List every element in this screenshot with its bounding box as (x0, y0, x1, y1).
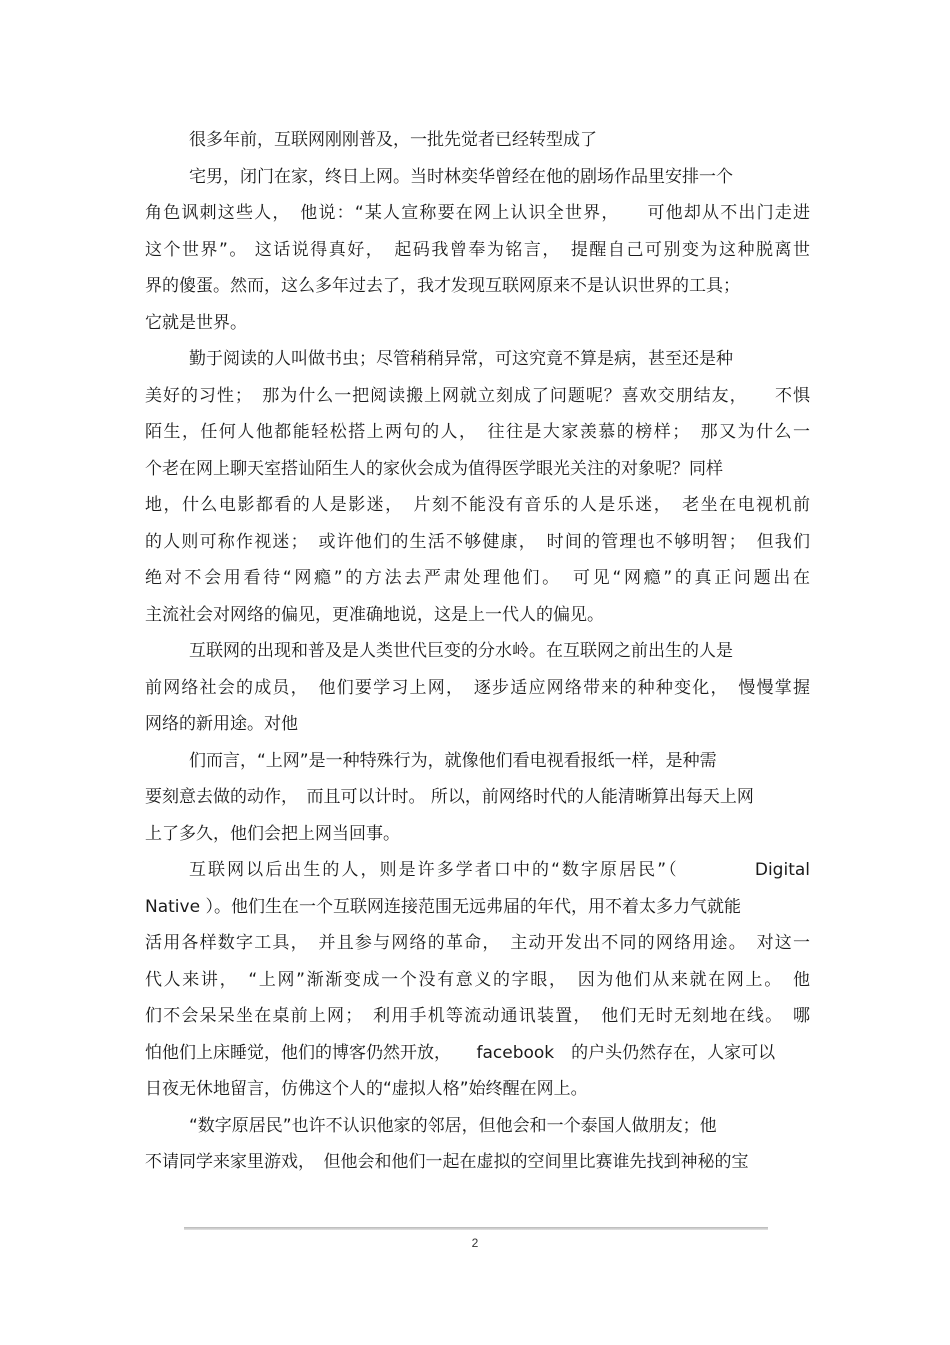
text-line: 们而言，“上网”是一种特殊行为，就像他们看电视看报纸一样，是种需 (189, 750, 717, 771)
text-line: 地，什么电影都看的人是影迷， 片刻不能没有音乐的人是乐迷， 老坐在电视机前 (145, 495, 810, 515)
body-text (145, 122, 810, 1181)
text-line: 宅男，闭门在家，终日上网。当时林奕华曾经在他的剧场作品里安排一个 (189, 166, 733, 187)
text-line: 美好的习性； 那为什么一把阅读搬上网就立刻成了问题呢？喜欢交朋结友， 不惧 (145, 385, 810, 406)
footer-divider (184, 1227, 768, 1230)
text-line: 的人则可称作视迷； 或许他们的生活不够健康， 时间的管理也不够明智； 但我们 (145, 531, 810, 552)
text-line: 它就是世界。 (145, 312, 247, 333)
text-line: 日夜无休地留言，仿佛这个人的“虚拟人格”始终醒在网上。 (145, 1079, 588, 1099)
text-line: 代人来讲， “上网”渐渐变成一个没有意义的字眼， 因为他们从来就在网上。 他 (145, 969, 810, 990)
text-line: 怕他们上床睡觉，他们的博客仍然开放， facebook 的户头仍然存在，人家可以 (145, 1042, 776, 1063)
text-line: 很多年前，互联网刚刚普及，一批先觉者已经转型成了 (189, 130, 597, 150)
text-line: 前网络社会的成员， 他们要学习上网， 逐步适应网络带来的种种变化， 慢慢掌握 (145, 677, 810, 698)
text-line: 要刻意去做的动作， 而且可以计时。 所以，前网络时代的人能清晰算出每天上网 (145, 787, 754, 807)
text-line: 角色讽刺这些人， 他说：“某人宣称要在网上认识全世界， 可他却从不出门走进 (145, 203, 810, 223)
text-line: “数字原居民”也许不认识他家的邻居，但他会和一个泰国人做朋友；他 (189, 1115, 717, 1136)
text-line: 界的傻蛋。然而，这么多年过去了，我才发现互联网原来不是认识世界的工具； (145, 276, 740, 296)
text-line: 互联网的出现和普及是人类世代巨变的分水岭。在互联网之前出生的人是 (189, 641, 733, 661)
text-line: 这个世界”。 这话说得真好， 起码我曾奉为铭言， 提醒自己可别变为这种脱离世 (145, 239, 810, 260)
text-line: 不请同学来家里游戏， 但他会和他们一起在虚拟的空间里比赛谁先找到神秘的宝 (145, 1152, 749, 1172)
text-line: 们不会呆呆坐在桌前上网； 利用手机等流动通讯装置， 他们无时无刻地在线。 哪 (145, 1006, 810, 1026)
text-line: 勤于阅读的人叫做书虫；尽管稍稍异常，可这究竟不算是病，甚至还是种 (189, 349, 733, 369)
text-line: 活用各样数字工具， 并且参与网络的革命， 主动开发出不同的网络用途。 对这一 (145, 933, 810, 953)
text-line: 陌生，任何人他都能轻松搭上两句的人， 往往是大家羡慕的榜样； 那又为什么一 (145, 422, 810, 442)
text-line: 个老在网上聊天室搭讪陌生人的家伙会成为值得医学眼光关注的对象呢？同样 (145, 458, 723, 479)
text-line: 上了多久，他们会把上网当回事。 (145, 823, 400, 844)
page-number: 2 (471, 1236, 479, 1250)
text-line: 主流社会对网络的偏见，更准确地说，这是上一代人的偏见。 (145, 604, 604, 625)
text-line: 绝对不会用看待“网瘾”的方法去严肃处理他们。 可见“网瘾”的真正问题出在 (145, 568, 810, 588)
text-line: Native ）。他们生在一个互联网连接范围无远弗届的年代，用不着太多力气就能 (145, 896, 741, 917)
text-line: 互联网以后出生的人，则是许多学者口中的“数字原居民”（ Digital (189, 860, 810, 880)
text-line: 网络的新用途。对他 (145, 714, 298, 734)
